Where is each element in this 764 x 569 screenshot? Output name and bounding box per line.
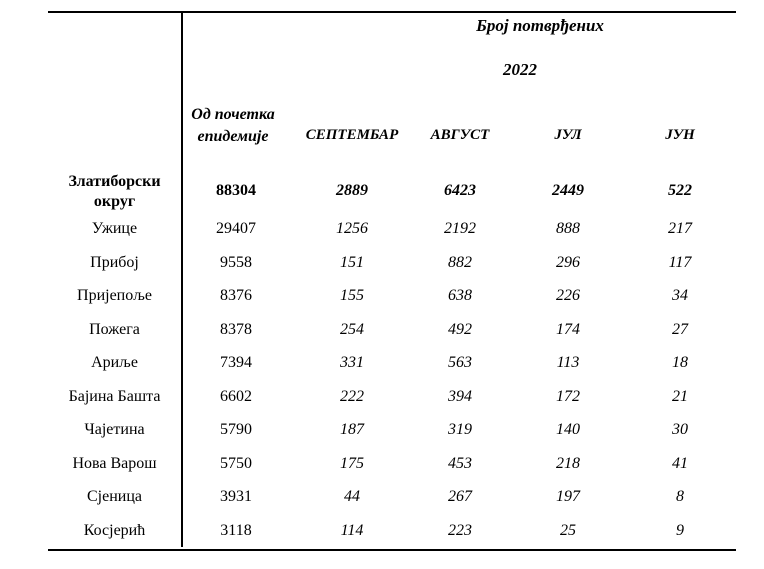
table-cell: 492: [448, 321, 472, 338]
header-month-september: СЕПТЕМБАР: [305, 127, 399, 143]
table-cell: 223: [448, 522, 472, 539]
table-cell: 18: [672, 354, 688, 371]
table-cell: 394: [448, 388, 472, 405]
table-cell: 155: [340, 287, 364, 304]
header-group-title: Број потврђених: [476, 16, 604, 35]
table-cell: 197: [556, 488, 580, 505]
table-cell: 34: [672, 287, 688, 304]
table-cell: 9: [676, 522, 684, 539]
table-cell: 25: [560, 522, 576, 539]
table-cell: 254: [340, 321, 364, 338]
table-cell: 151: [340, 254, 364, 271]
table-cell: 113: [556, 354, 580, 371]
table-cell: 1256: [336, 220, 368, 237]
table-cell: 8376: [220, 287, 252, 304]
total-since-start: 88304: [216, 182, 256, 199]
table-cell: 6602: [220, 388, 252, 405]
table-cell: 3931: [220, 488, 252, 505]
table-cell: 29407: [216, 220, 256, 237]
table-row-name: Бајина Башта: [68, 388, 161, 405]
table-cell: 222: [340, 388, 364, 405]
table-row-name: Нова Варош: [72, 455, 157, 472]
table-cell: 2192: [444, 220, 476, 237]
table-cell: 7394: [220, 354, 252, 371]
header-since-start: Од почетка епидемије: [191, 106, 275, 145]
table-cell: 638: [448, 287, 472, 304]
total-august: 6423: [444, 182, 476, 199]
table-row-name: Ариље: [91, 354, 138, 371]
total-september: 2889: [336, 182, 368, 199]
table-row-name: Пожега: [89, 321, 140, 338]
table-cell: 217: [668, 220, 692, 237]
table-cell: 44: [344, 488, 360, 505]
total-june: 522: [668, 182, 692, 199]
header-month-august: АВГУСТ: [430, 127, 490, 143]
table-cell: 3118: [220, 522, 252, 539]
table-cell: 296: [556, 254, 580, 271]
table-row-name: Пријепоље: [77, 287, 152, 304]
table-cell: 882: [448, 254, 472, 271]
table-cell: 21: [672, 388, 688, 405]
table-cell: 563: [448, 354, 472, 371]
table-cell: 5790: [220, 421, 252, 438]
table-row-name: Сјеница: [86, 488, 142, 505]
table-cell: 888: [556, 220, 580, 237]
table-cell: 27: [672, 321, 688, 338]
table-cell: 41: [672, 455, 688, 472]
table-cell: 8: [676, 488, 684, 505]
table-cell: 453: [448, 455, 472, 472]
table-cell: 331: [340, 354, 364, 371]
table-cell: 5750: [220, 455, 252, 472]
table-cell: 172: [556, 388, 580, 405]
header-month-june: ЈУН: [665, 127, 695, 143]
table-row-name: Ужице: [91, 220, 138, 237]
table-row-name: Прибој: [90, 254, 139, 271]
table-cell: 114: [340, 522, 364, 539]
table-cell: 218: [556, 455, 580, 472]
total-july: 2449: [552, 182, 584, 199]
column-divider: [181, 13, 183, 547]
header-month-july: ЈУЛ: [554, 127, 582, 143]
table-cell: 175: [340, 455, 364, 472]
table-cell: 187: [340, 421, 364, 438]
table-cell: 8378: [220, 321, 252, 338]
region-total-label: Златиборски округ: [68, 173, 161, 210]
table-cell: 140: [556, 421, 580, 438]
table-cell: 226: [556, 287, 580, 304]
header-year: 2022: [503, 60, 537, 79]
table-cell: 9558: [220, 254, 252, 271]
table-cell: 267: [448, 488, 472, 505]
table-cell: 174: [556, 321, 580, 338]
table-cell: 30: [672, 421, 688, 438]
table-row-name: Косјерић: [83, 522, 146, 539]
cases-table: [48, 11, 736, 551]
table-row-name: Чајетина: [84, 421, 145, 438]
table-cell: 319: [448, 421, 472, 438]
table-cell: 117: [668, 254, 692, 271]
